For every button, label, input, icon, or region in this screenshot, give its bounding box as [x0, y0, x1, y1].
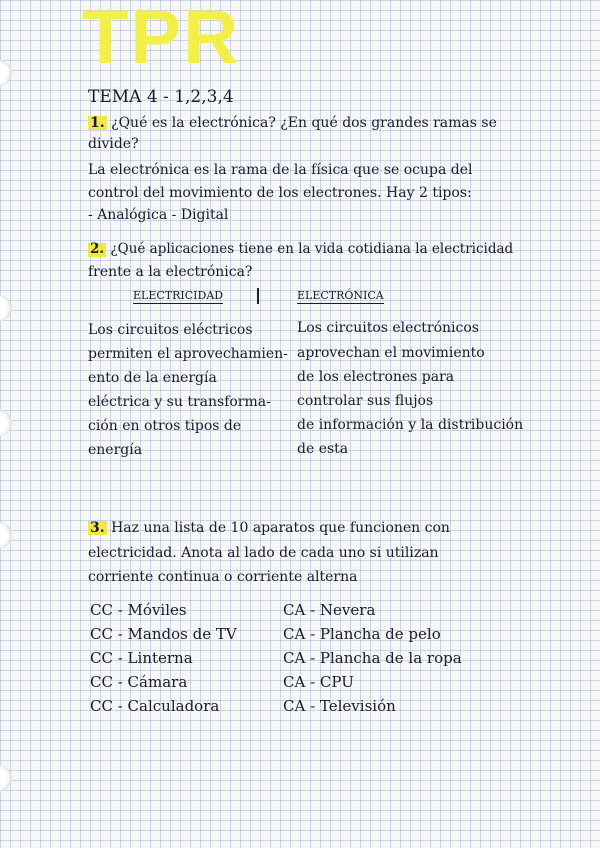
- q2-right-line: de información y la distribución: [297, 417, 524, 433]
- q3-right-item: CA - Plancha de la ropa: [283, 649, 462, 667]
- q1-answer-line1: La electrónica es la rama de la física que se ocupa del: [88, 162, 473, 178]
- punch-hole: [0, 60, 12, 86]
- q3-left-item: CC - Linterna: [90, 649, 193, 667]
- punch-hole: [0, 295, 12, 321]
- q3-right-item: CA - Plancha de pelo: [283, 625, 441, 643]
- q2-left-line: Los circuitos eléctricos: [88, 322, 253, 338]
- q2-left-line: eléctrica y su transforma-: [88, 394, 271, 410]
- q3-question-line3: corriente continua o corriente alterna: [88, 569, 358, 585]
- q3-right-item: CA - Nevera: [283, 601, 376, 619]
- q2-right-line: Los circuitos electrónicos: [297, 320, 479, 336]
- column-divider: [257, 288, 259, 304]
- q2-question: [88, 243, 513, 257]
- punch-hole: [0, 410, 12, 436]
- q1-answer-line3: - Analógica - Digital: [88, 207, 229, 223]
- punch-hole: [0, 522, 12, 548]
- topic-heading: TEMA 4 - 1,2,3,4: [88, 87, 234, 107]
- q1-question: [88, 116, 497, 130]
- q2-right-line: de los electrones para: [297, 369, 455, 385]
- q3-left-item: CC - Mandos de TV: [90, 625, 237, 643]
- q2-right-line: controlar sus flujos: [297, 393, 434, 409]
- page-title: TPR: [82, 0, 240, 80]
- q3-question-line2: electricidad. Anota al lado de cada uno si utilizan: [88, 545, 439, 561]
- q1-question-line2: divide?: [88, 136, 139, 152]
- q2-right-line: de esta: [297, 441, 349, 457]
- q2-question-line1: ¿Qué aplicaciones tiene en la vida cotidiana la electricidad: [110, 241, 514, 257]
- q2-left-line: ción en otros tipos de: [88, 418, 242, 434]
- q2-col-left-header: ELECTRICIDAD: [133, 289, 224, 302]
- q2-col-right-header: ELECTRÓNICA: [297, 289, 384, 302]
- punch-hole: [0, 765, 12, 791]
- q3-left-item: CC - Calculadora: [90, 697, 220, 715]
- q1-answer-line2: control del movimiento de los electrones. Hay 2 tipos:: [88, 185, 472, 201]
- q2-left-line: energía: [88, 442, 143, 458]
- q1-question-line1: ¿Qué es la electrónica? ¿En qué dos grandes ramas se: [111, 115, 497, 131]
- q3-left-item: CC - Móviles: [90, 601, 187, 619]
- q3-right-item: CA - Televisión: [283, 697, 396, 715]
- q3-question-line1: Haz una lista de 10 aparatos que funcionen con: [111, 520, 450, 536]
- q3-left-item: CC - Cámara: [90, 673, 188, 691]
- q3-right-item: CA - CPU: [283, 673, 354, 691]
- q2-left-line: ento de la energía: [88, 370, 217, 386]
- q1-number: 1.: [90, 115, 105, 131]
- q3-number: 3.: [90, 520, 105, 536]
- q3-question: [88, 521, 450, 535]
- q2-left-line: permiten el aprovechamien-: [88, 346, 288, 362]
- q2-question-line2: frente a la electrónica?: [88, 264, 253, 280]
- q2-number: 2.: [90, 241, 105, 257]
- q2-right-line: aprovechan el movimiento: [297, 345, 485, 361]
